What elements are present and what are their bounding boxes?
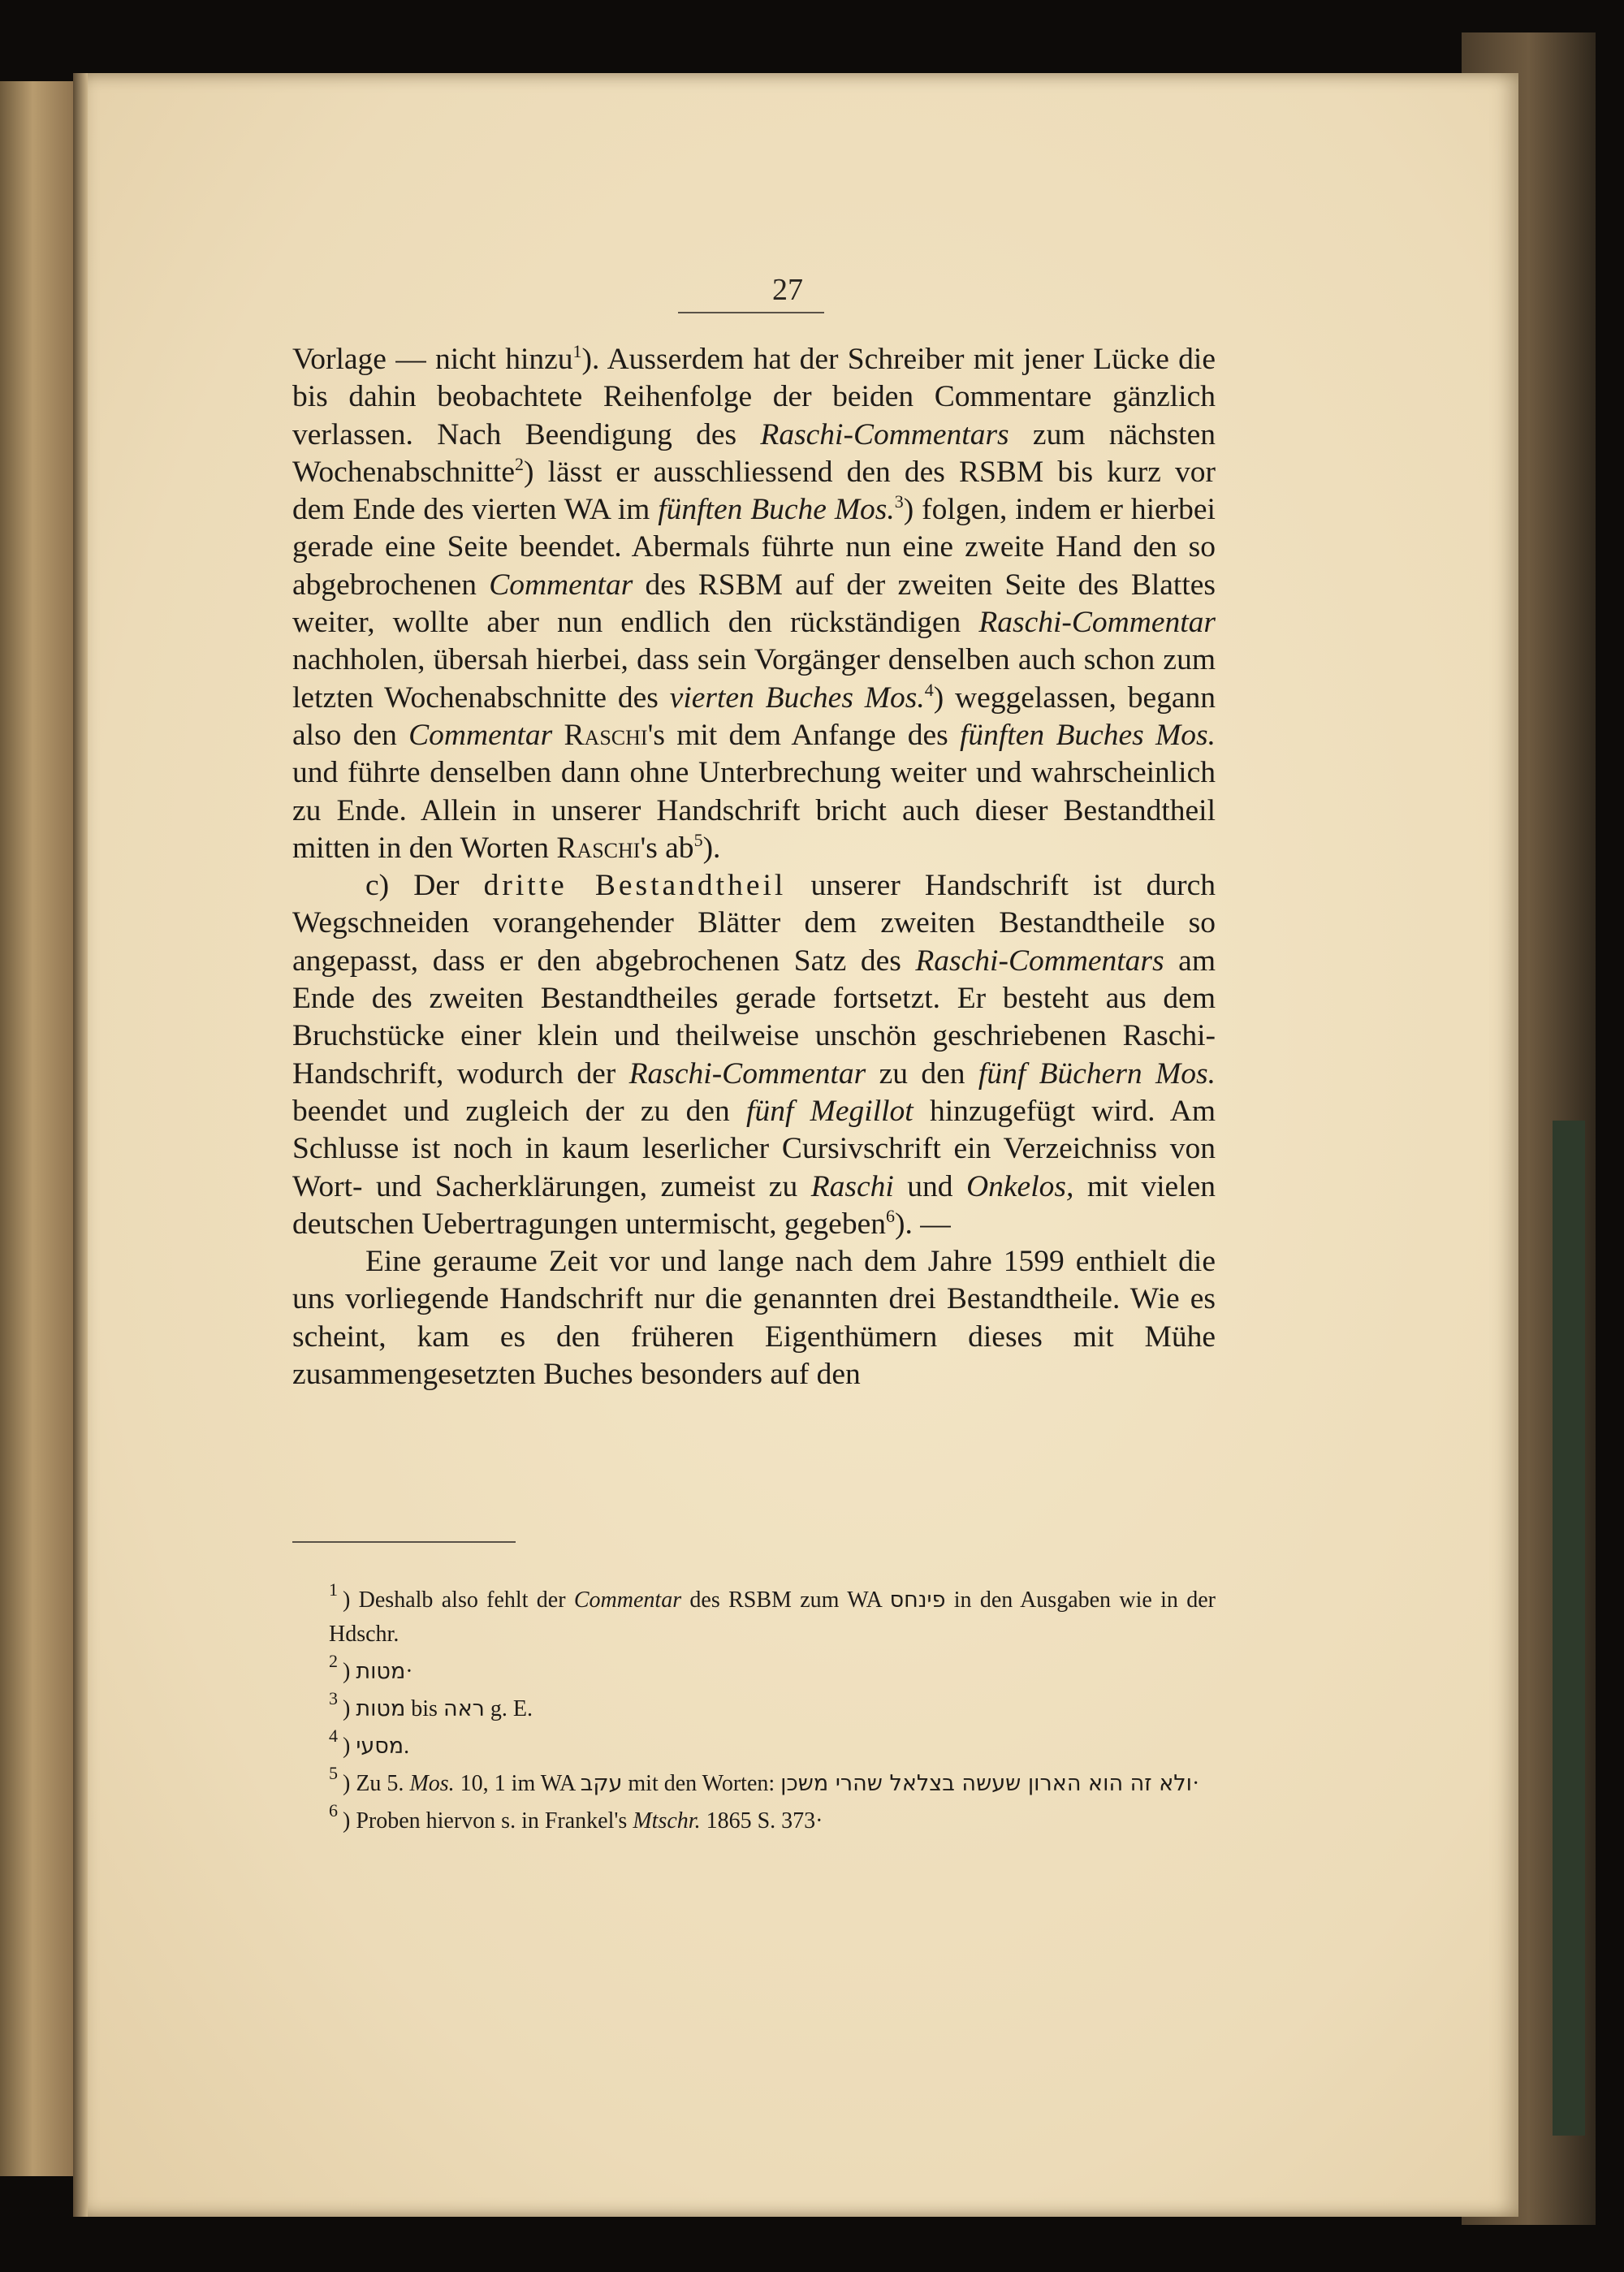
text-run: Eine geraume Zeit vor und lange nach dem Jahre 1599 enthielt die uns vorliegende Handschrift nur die genannten drei Bestandtheile. Wie es scheint, kam es den früheren Eigenthümern dieses mit Mühe zusammengesetzten Buches besonders auf den: [292, 1245, 1216, 1392]
text-run: Proben hiervon s. in Frankel's: [356, 1808, 633, 1834]
text-run: zu den: [866, 1056, 978, 1091]
smallcaps-run: Raschi: [564, 718, 648, 752]
hebrew-run: מטות: [356, 1659, 406, 1684]
text-run: ·: [405, 1659, 413, 1684]
italic-run: fünf Megillot: [746, 1094, 914, 1128]
text-run: am Ende des zweiten Bestandtheiles gerade fortsetzt. Er besteht aus dem Bruchstücke einer klein und theilweise unschön geschriebenen Raschi-Handschrift, wodurch der: [292, 944, 1216, 1091]
footnote-ref: 3: [894, 491, 904, 512]
footnote-number: 2: [329, 1651, 338, 1671]
paragraph: [292, 341, 1216, 867]
italic-run: Mos.: [409, 1771, 455, 1796]
footnote-ref: 1: [572, 341, 582, 361]
text-run: 1865 S. 373·: [700, 1808, 823, 1834]
text-run: zum nächsten Wochenabschnitte: [292, 417, 1216, 489]
italic-run: Onkelos,: [966, 1169, 1074, 1203]
footnote: $^6$ ) Proben hiervon s. in Frankel's Mtschr. 1865 S. 373·: [329, 1800, 823, 1834]
text-run: g. E.: [484, 1696, 533, 1721]
text-run: ) folgen, indem er hierbei gerade eine Seite beendet. Abermals führte nun eine zweite Hand den so abgebrochenen: [292, 493, 1216, 602]
page-gutter: [73, 73, 88, 2217]
text-run: beendet und zugleich der zu den: [292, 1094, 747, 1128]
text-run: mit den Worten:: [622, 1771, 781, 1796]
hebrew-run: ולא זה הוא הארון שעשה בצלאל שהרי משכן: [780, 1771, 1192, 1796]
italic-run: Commentar: [408, 718, 553, 752]
text-run: ·: [1192, 1771, 1200, 1796]
text-run: unserer Handschrift ist durch Wegschneiden vorangehender Blätter dem zweiten Bestandtheile so angepasst, dass er den abgebrochenen Satz des: [292, 869, 1216, 978]
footnote: $^3$ ) מטות bis ראה g. E.: [329, 1688, 533, 1721]
text-run: .: [404, 1734, 410, 1759]
text-run: und: [893, 1169, 967, 1203]
italic-run: Raschi-Commentar: [978, 606, 1216, 640]
facing-page-edge: [0, 81, 73, 2176]
italic-run: Commentar: [489, 568, 633, 602]
footnote-ref: 2: [514, 453, 524, 474]
text-run: 's mit dem Anfange des: [647, 718, 961, 752]
text-run: Zu 5.: [356, 1771, 410, 1796]
text-run: bis: [405, 1696, 443, 1721]
page-number-rule: [678, 312, 824, 313]
footnote-number: 5: [329, 1763, 338, 1783]
footnote-ref: 4: [924, 679, 934, 700]
footnote-number: 3: [329, 1688, 338, 1708]
paragraph: [292, 867, 1216, 1243]
text-run: nachholen, übersah hierbei, dass sein Vorgänger denselben auch schon zum letzten Wochenabschnitte des: [292, 643, 1216, 715]
italic-run: Raschi: [810, 1169, 894, 1203]
text-run: des RSBM zum WA: [681, 1587, 890, 1613]
hebrew-run: פינחס: [889, 1587, 946, 1613]
text-run: hinzugefügt wird. Am Schlusse ist noch in kaum leserlicher Cursivschrift ein Verzeichniss von Wort- und Sacherklärungen, zumeist zu: [292, 1094, 1216, 1203]
smallcaps-run: Raschi: [556, 831, 641, 865]
italic-run: fünften Buches Mos.: [960, 718, 1216, 752]
text-run: und führte denselben dann ohne Unterbrechung weiter und wahrscheinlich zu Ende. Allein in unserer Handschrift bricht auch dieser Bestandtheil mitten in den Worten: [292, 756, 1216, 865]
footnote-rule: [292, 1541, 516, 1543]
footnote-number: 6: [329, 1800, 338, 1821]
footnote-number: 1: [329, 1579, 338, 1600]
text-run: [552, 719, 564, 752]
footnote: $^1$ ) Deshalb also fehlt der Commentar des RSBM zum WA פינחס in den Ausgaben wie in der Hdschr.: [329, 1579, 1216, 1647]
text-run: Deshalb also fehlt der: [358, 1587, 574, 1613]
text-run: ). Ausserdem hat der Schreiber mit jener Lücke die bis dahin beobachtete Reihenfolge der beiden Commentare gänzlich verlassen. Nach Beendigung des: [292, 343, 1216, 451]
footnote-ref: 6: [885, 1205, 895, 1226]
page-number: 27: [772, 273, 803, 307]
text-run: des RSBM auf der zweiten Seite des Blattes weiter, wollte aber nun endlich den rückständigen: [292, 568, 1216, 640]
italic-run: Commentar: [573, 1587, 682, 1613]
hebrew-run: ראה: [443, 1696, 485, 1721]
text-run: mit vielen deutschen Uebertragungen untermischt, gegeben: [292, 1169, 1216, 1241]
footnote: $^5$ ) Zu 5. Mos. 10, 1 im WA עקב mit den Worten: ולא זה הוא הארון שעשה בצלאל שהרי משכן·: [329, 1763, 1200, 1796]
cover-cloth-strip: [1553, 1121, 1585, 2136]
hebrew-run: מטות: [356, 1696, 406, 1721]
text-run: 's ab: [640, 831, 694, 865]
hebrew-run: מסעי: [356, 1734, 404, 1759]
footnote: $^2$ ) מטות·: [329, 1651, 413, 1684]
italic-run: Raschi-Commentars: [760, 417, 1009, 451]
italic-run: Raschi-Commentars: [915, 944, 1164, 978]
text-run: 10, 1 im WA: [454, 1771, 581, 1796]
footnotes: [292, 1579, 1216, 1842]
text-run: ) lässt er ausschliessend den des RSBM bis kurz vor dem Ende des vierten WA im: [292, 455, 1216, 527]
italic-run: fünf Büchern Mos.: [978, 1056, 1216, 1091]
text-run: Vorlage — nicht hinzu: [292, 343, 573, 376]
hebrew-run: עקב: [580, 1771, 623, 1796]
text-run: ) weggelassen, begann also den: [292, 680, 1216, 752]
paragraph: [292, 1243, 1216, 1393]
italic-run: vierten Buches Mos.: [669, 680, 925, 715]
footnote-number: 4: [329, 1726, 338, 1746]
text-run: ).: [702, 831, 721, 865]
italic-run: Mtschr.: [633, 1808, 701, 1834]
italic-run: fünften Buche Mos.: [658, 493, 895, 527]
footnote-ref: 5: [693, 829, 703, 850]
text-run: in den Ausgaben wie in der Hdschr.: [329, 1587, 1216, 1647]
text-run: ). —: [894, 1207, 951, 1241]
body-text: [292, 341, 1216, 1393]
footnote: $^4$ ) מסעי.: [329, 1726, 410, 1759]
text-run: c) Der: [365, 869, 484, 903]
spaced-run: dritte Bestandtheil: [483, 869, 787, 903]
italic-run: Raschi-Commentar: [628, 1056, 866, 1091]
